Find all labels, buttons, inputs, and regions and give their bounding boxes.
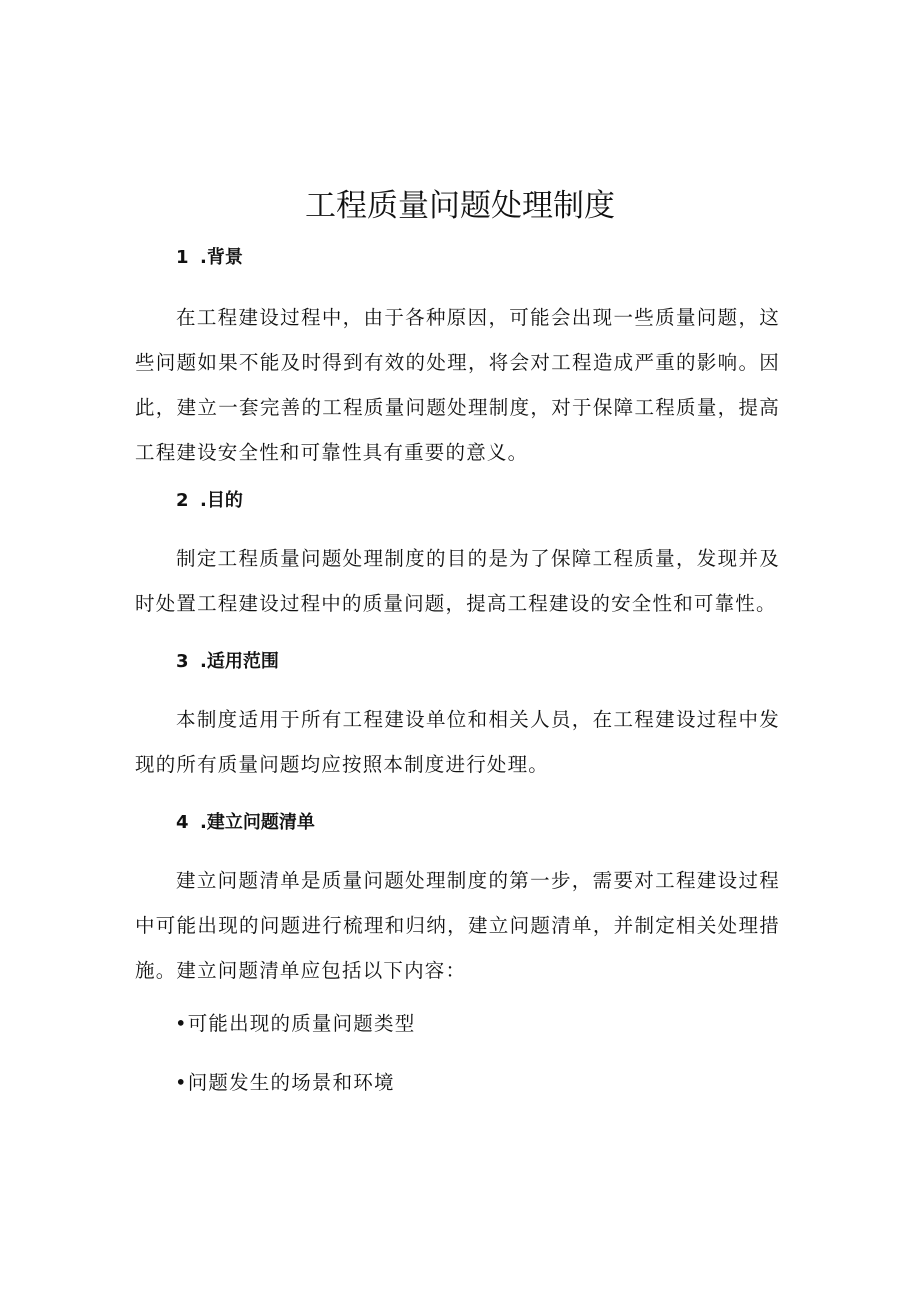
section-heading-issue-list xyxy=(176,811,776,835)
section-paragraph-issue-list: 建立问题清单是质量问题处理制度的第一步，需要对工程建设过程中可能出现的问题进行梳理和归纳，建立问题清单，并制定相关处理措施。建立问题清单应包括以下内容： xyxy=(135,869,780,982)
section-heading-text: .目的 xyxy=(200,490,243,511)
section-heading-text: .建立问题清单 xyxy=(200,812,315,833)
section-paragraph-purpose: 制定工程质量问题处理制度的目的是为了保障工程质量，发现并及时处置工程建设过程中的质量问题，提高工程建设的安全性和可靠性。 xyxy=(135,547,780,615)
section-paragraph-scope: 本制度适用于所有工程建设单位和相关人员，在工程建设过程中发现的所有质量问题均应按照本制度进行处理。 xyxy=(135,708,780,776)
section-number: 2 xyxy=(176,490,189,511)
section-number: 4 xyxy=(176,812,189,833)
list-item: •可能出现的质量问题类型 xyxy=(175,1012,416,1035)
section-heading-background xyxy=(176,246,776,270)
section-heading-text: .背景 xyxy=(200,247,243,268)
document-title: 工程质量问题处理制度 xyxy=(305,188,615,224)
section-heading-scope xyxy=(176,650,776,674)
list-item: •问题发生的场景和环境 xyxy=(175,1071,395,1094)
section-heading-purpose xyxy=(176,489,776,513)
section-number: 3 xyxy=(176,651,189,672)
section-number: 1 xyxy=(176,247,189,268)
section-heading-text: .适用范围 xyxy=(200,651,279,672)
section-paragraph-background: 在工程建设过程中，由于各种原因，可能会出现一些质量问题，这些问题如果不能及时得到有效的处理，将会对工程造成严重的影响。因此，建立一套完善的工程质量问题处理制度，对于保障工程质量，提高工程建设安全性和可靠性具有重要的意义。 xyxy=(135,306,780,464)
